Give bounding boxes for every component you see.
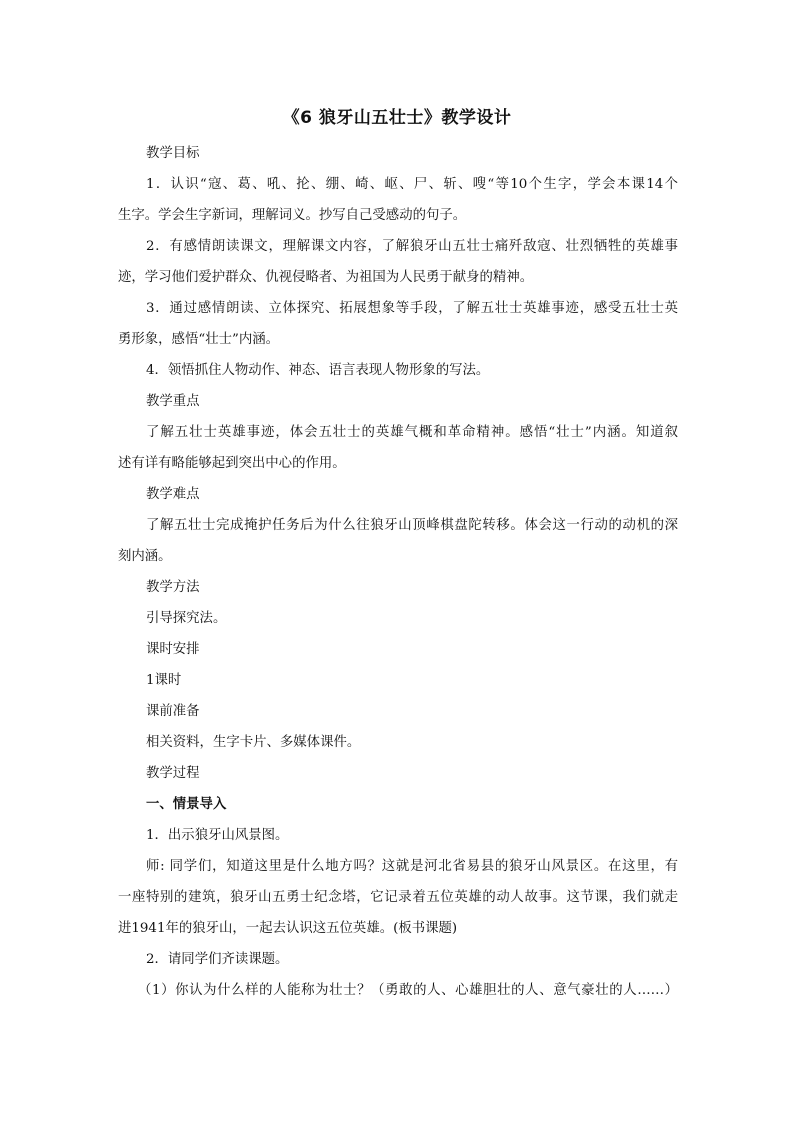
paragraph-line: 述有详有略能够起到突出中心的作用。 [118,456,346,471]
paragraph-line: 2．有感情朗读课文，理解课文内容，了解狼牙山五壮士痛歼敌寇、壮烈牺牲的英雄事 [146,239,678,254]
section-heading-preparation: 课前准备 [146,704,200,719]
section-heading-methods: 教学方法 [146,580,200,595]
paragraph-line: 一座特别的建筑，狼牙山五勇士纪念塔，它记录着五位英雄的动人故事。这节课，我们就走 [118,890,678,905]
paragraph-line: 师: 同学们，知道这里是什么地方吗？这就是河北省易县的狼牙山风景区。在这里，有 [146,859,678,874]
section-heading-key-points: 教学重点 [146,394,200,409]
document-body [118,138,678,1006]
paragraph-line: 2．请同学们齐读课题。 [146,952,289,967]
paragraph-line: 引导探究法。 [146,611,227,626]
paragraph-line: 刻内涵。 [118,549,172,564]
paragraph-line: 4．领悟抓住人物动作、神态、语言表现人物形象的写法。 [146,363,490,378]
paragraph-line: 了解五壮士英雄事迹，体会五壮士的英雄气概和革命精神。感悟“壮士”内涵。知道叙 [146,425,678,440]
paragraph-line: 1．认识“寇、葛、吼、抡、绷、崎、岖、尸、斩、嗖“等10个生字，学会本课14个 [146,177,678,192]
paragraph-line: 相关资料，生字卡片、多媒体课件。 [146,735,361,750]
paragraph-line: （1）你认为什么样的人能称为壮士？（勇敢的人、心雄胆壮的人、意气豪壮的人……） [138,983,678,998]
paragraph-line: 勇形象，感悟“壮士”内涵。 [118,332,279,347]
paragraph-line: 1课时 [146,673,182,688]
paragraph-line: 进1941年的狼牙山，一起去认识这五位英雄。(板书课题) [118,921,458,936]
subsection-heading-intro: 一、情景导入 [146,797,227,812]
section-heading-objectives: 教学目标 [146,146,200,161]
section-heading-process: 教学过程 [146,766,200,781]
paragraph-line: 3．通过感情朗读、立体探究、拓展想象等手段，了解五壮士英雄事迹，感受五壮士英 [146,301,678,316]
paragraph-line: 了解五壮士完成掩护任务后为什么往狼牙山顶峰棋盘陀转移。体会这一行动的动机的深 [146,518,678,533]
paragraph-line: 生字。学会生字新词，理解词义。抄写自己受感动的句子。 [118,208,467,223]
section-heading-schedule: 课时安排 [146,642,200,657]
paragraph-line: 迹，学习他们爱护群众、仇视侵略者、为祖国为人民勇于献身的精神。 [118,270,534,285]
section-heading-difficulties: 教学难点 [146,487,200,502]
document-title: 《6 狼牙山五壮士》教学设计 [282,108,512,128]
paragraph-line: 1．出示狼牙山风景图。 [146,828,289,843]
